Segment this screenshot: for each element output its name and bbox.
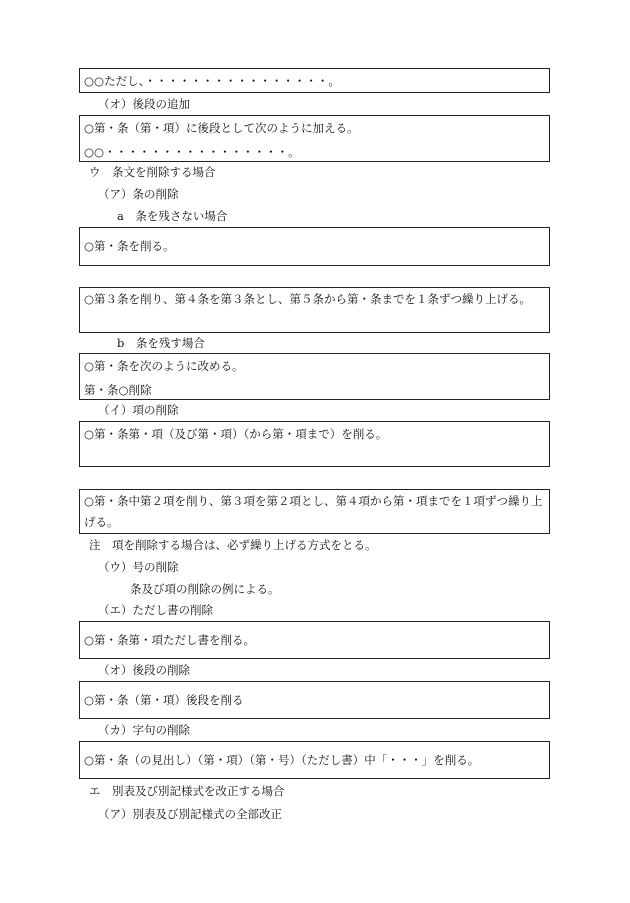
example-text: ○第・条を削る。 xyxy=(84,239,175,253)
heading-e-tadashi-delete: （エ）ただし書の削除 xyxy=(98,603,213,617)
example-box-tadashi xyxy=(79,68,550,93)
example-box-kou-delete xyxy=(79,421,550,467)
example-box-jiku-delete xyxy=(79,741,550,779)
example-text: ○第・条（の見出し）（第・項）（第・号）（ただし書）中「・・・」を削る。 xyxy=(84,753,480,767)
example-text: ○○ただし、・・・・・・・・・・・・・・・・。 xyxy=(84,74,340,88)
example-text: ○第・条（第・項）に後段として次のように加える。 xyxy=(84,121,359,135)
heading-ka-jiku-delete: （カ）字句の削除 xyxy=(98,723,190,737)
heading-a-nokosanai: a 条を残さない場合 xyxy=(117,209,228,223)
example-box-tadashi-delete xyxy=(79,621,550,659)
note-kou-kuriage: 注 項を削除する場合は、必ず繰り上げる方式をとる。 xyxy=(89,538,377,552)
example-text: ○第・条（第・項）後段を削る xyxy=(84,693,244,707)
example-box-kou-kuriage xyxy=(79,489,550,534)
example-text: ○第・条第・項（及び第・項）（から第・項まで）を削る。 xyxy=(84,427,388,441)
heading-i-kou-delete: （イ）項の削除 xyxy=(98,403,179,417)
heading-a-jou-delete: （ア）条の削除 xyxy=(98,187,179,201)
example-text: ○第３条を削り、第４条を第３条とし、第５条から第・条までを１条ずつ繰り上げる。 xyxy=(84,292,532,306)
example-text: ○第・条中第２項を削り、第３項を第２項とし、第４項から第・項までを１項ずつ繰り上げる。 xyxy=(84,494,543,529)
example-text: ○第・条第・項ただし書を削る。 xyxy=(84,633,256,647)
example-text: 第・条○削除 xyxy=(84,383,152,397)
example-text: ○○・・・・・・・・・・・・・・・・。 xyxy=(84,145,300,159)
example-text: ○第・条を次のように改める。 xyxy=(84,359,244,373)
example-box-jou-kaimeru xyxy=(79,353,550,400)
example-box-koudan-add xyxy=(79,115,550,162)
heading-u-gou-delete: （ウ）号の削除 xyxy=(98,560,179,574)
example-box-kuriage xyxy=(79,287,550,333)
example-box-koudan-delete xyxy=(79,681,550,719)
heading-o-koudan-delete: （オ）後段の削除 xyxy=(98,663,190,677)
gou-delete-text: 条及び項の削除の例による。 xyxy=(130,582,280,596)
heading-a-beppyo-zenbu: （ア）別表及び別記様式の全部改正 xyxy=(98,807,282,821)
heading-b-nokosu: b 条を残す場合 xyxy=(117,336,205,350)
heading-o-koudan-add: （オ）後段の追加 xyxy=(98,97,190,111)
heading-e-beppyo: エ 別表及び別記様式を改正する場合 xyxy=(89,784,285,798)
example-box-jou-delete xyxy=(79,227,550,266)
heading-u-jobun-delete: ウ 条文を削除する場合 xyxy=(89,165,216,179)
